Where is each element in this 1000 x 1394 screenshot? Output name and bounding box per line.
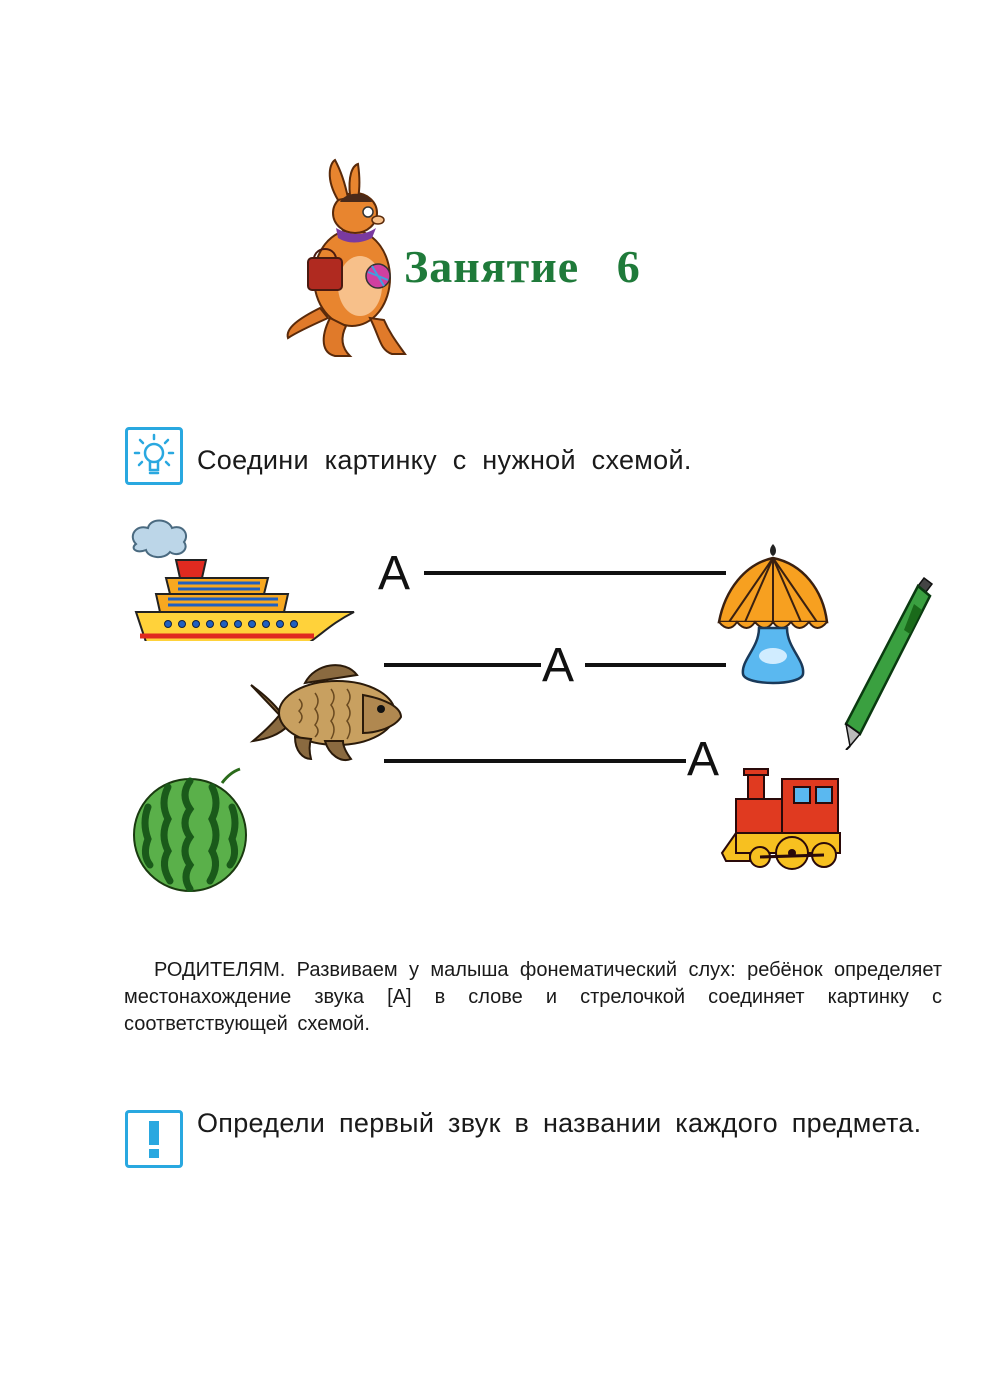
kangaroo-mascot-illustration: [280, 158, 410, 363]
scheme3-letter: А: [687, 733, 720, 786]
scheme2-letter: А: [542, 639, 575, 692]
scheme1-letter: А: [378, 547, 411, 600]
lesson-title: Занятие 6: [404, 241, 641, 292]
watermelon-picture[interactable]: [130, 765, 250, 892]
parents-note: РОДИТЕЛЯМ. Развиваем у малыша фонематический слух: ребёнок определяет местонахождение звука [А] в слове и стрелочкой соединяет картинку с соответствующей схемой.: [124, 959, 942, 1035]
scheme2-line-right[interactable]: [585, 663, 726, 667]
fish-picture[interactable]: [245, 655, 405, 767]
scheme1-line[interactable]: [424, 571, 726, 575]
ship-picture[interactable]: [128, 516, 358, 641]
train-picture[interactable]: [720, 765, 845, 877]
lamp-picture[interactable]: [715, 540, 840, 690]
scheme2-line-left[interactable]: [384, 663, 541, 667]
pen-picture[interactable]: [840, 574, 940, 750]
exclamation-icon: [125, 1110, 183, 1168]
lightbulb-icon: [125, 427, 183, 485]
matching-exercise: [0, 500, 1000, 900]
task2-instruction: Определи первый звук в названии каждого предмета.: [197, 1108, 922, 1138]
scheme3-line[interactable]: [384, 759, 686, 763]
task1-instruction: Соедини картинку с нужной схемой.: [197, 445, 692, 475]
